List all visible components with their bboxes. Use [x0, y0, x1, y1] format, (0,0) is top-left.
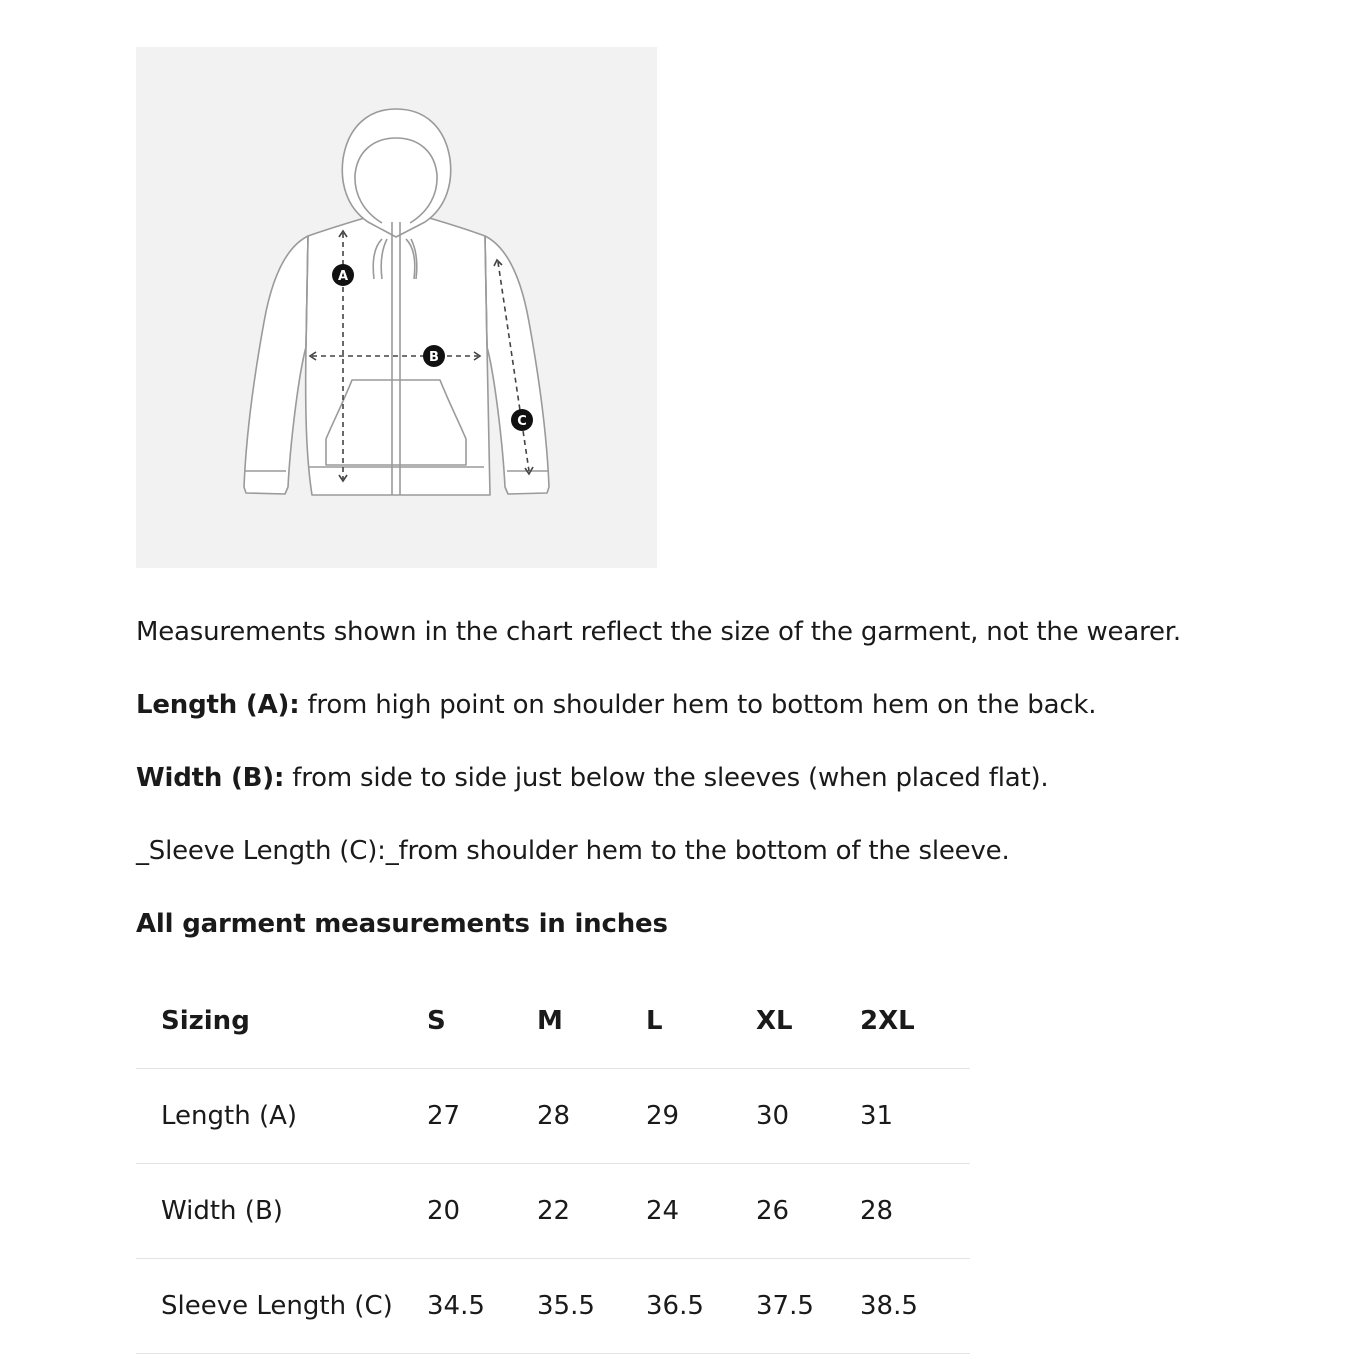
row-label: Width (B)	[136, 1164, 427, 1259]
size-chart-table	[136, 974, 970, 1354]
table-cell: 24	[646, 1164, 756, 1259]
table-row	[136, 1069, 970, 1164]
row-label: Sleeve Length (C)	[136, 1259, 427, 1354]
length-text: from high point on shoulder hem to bottom hem on the back.	[299, 690, 1097, 720]
header-size-xl: XL	[756, 974, 860, 1069]
table-cell: 31	[860, 1069, 970, 1164]
hoodie-measurement-diagram	[136, 47, 657, 568]
left-sleeve	[244, 236, 308, 494]
table-cell: 20	[427, 1164, 537, 1259]
table-cell: 30	[756, 1069, 860, 1164]
width-label: Width (B):	[136, 763, 285, 793]
table-cell: 28	[860, 1164, 970, 1259]
intro-text: Measurements shown in the chart reflect the size of the garment, not the wearer.	[136, 617, 1181, 647]
marker-a	[332, 264, 354, 286]
table-cell: 26	[756, 1164, 860, 1259]
length-description	[136, 683, 1336, 727]
table-cell: 34.5	[427, 1259, 537, 1354]
measurement-notes	[136, 610, 1336, 946]
hoodie-pocket	[326, 380, 466, 465]
table-cell: 38.5	[860, 1259, 970, 1354]
table-cell: 27	[427, 1069, 537, 1164]
table-cell: 36.5	[646, 1259, 756, 1354]
header-size-m: M	[537, 974, 646, 1069]
header-size-l: L	[646, 974, 756, 1069]
table-header-row	[136, 974, 970, 1069]
width-text: from side to side just below the sleeves (when placed flat).	[284, 763, 1049, 793]
table-cell: 29	[646, 1069, 756, 1164]
table-row	[136, 1164, 970, 1259]
right-sleeve	[485, 236, 549, 494]
hoodie-hood	[342, 109, 450, 237]
svg-text:A: A	[337, 269, 349, 284]
svg-text:B: B	[429, 350, 439, 365]
table-cell: 22	[537, 1164, 646, 1259]
marker-c	[511, 409, 533, 431]
table-row	[136, 1259, 970, 1354]
length-label: Length (A):	[136, 690, 300, 720]
sleeve-description: _Sleeve Length (C):_from shoulder hem to the bottom of the sleeve.	[136, 836, 1010, 866]
width-description	[136, 756, 1336, 800]
table-cell: 28	[537, 1069, 646, 1164]
row-label: Length (A)	[136, 1069, 427, 1164]
header-sizing: Sizing	[136, 974, 427, 1069]
hoodie-illustration	[136, 47, 657, 568]
header-size-s: S	[427, 974, 537, 1069]
marker-b	[423, 345, 445, 367]
svg-text:C: C	[517, 414, 527, 429]
header-size-2xl: 2XL	[860, 974, 970, 1069]
units-heading: All garment measurements in inches	[136, 909, 668, 939]
table-cell: 37.5	[756, 1259, 860, 1354]
table-cell: 35.5	[537, 1259, 646, 1354]
